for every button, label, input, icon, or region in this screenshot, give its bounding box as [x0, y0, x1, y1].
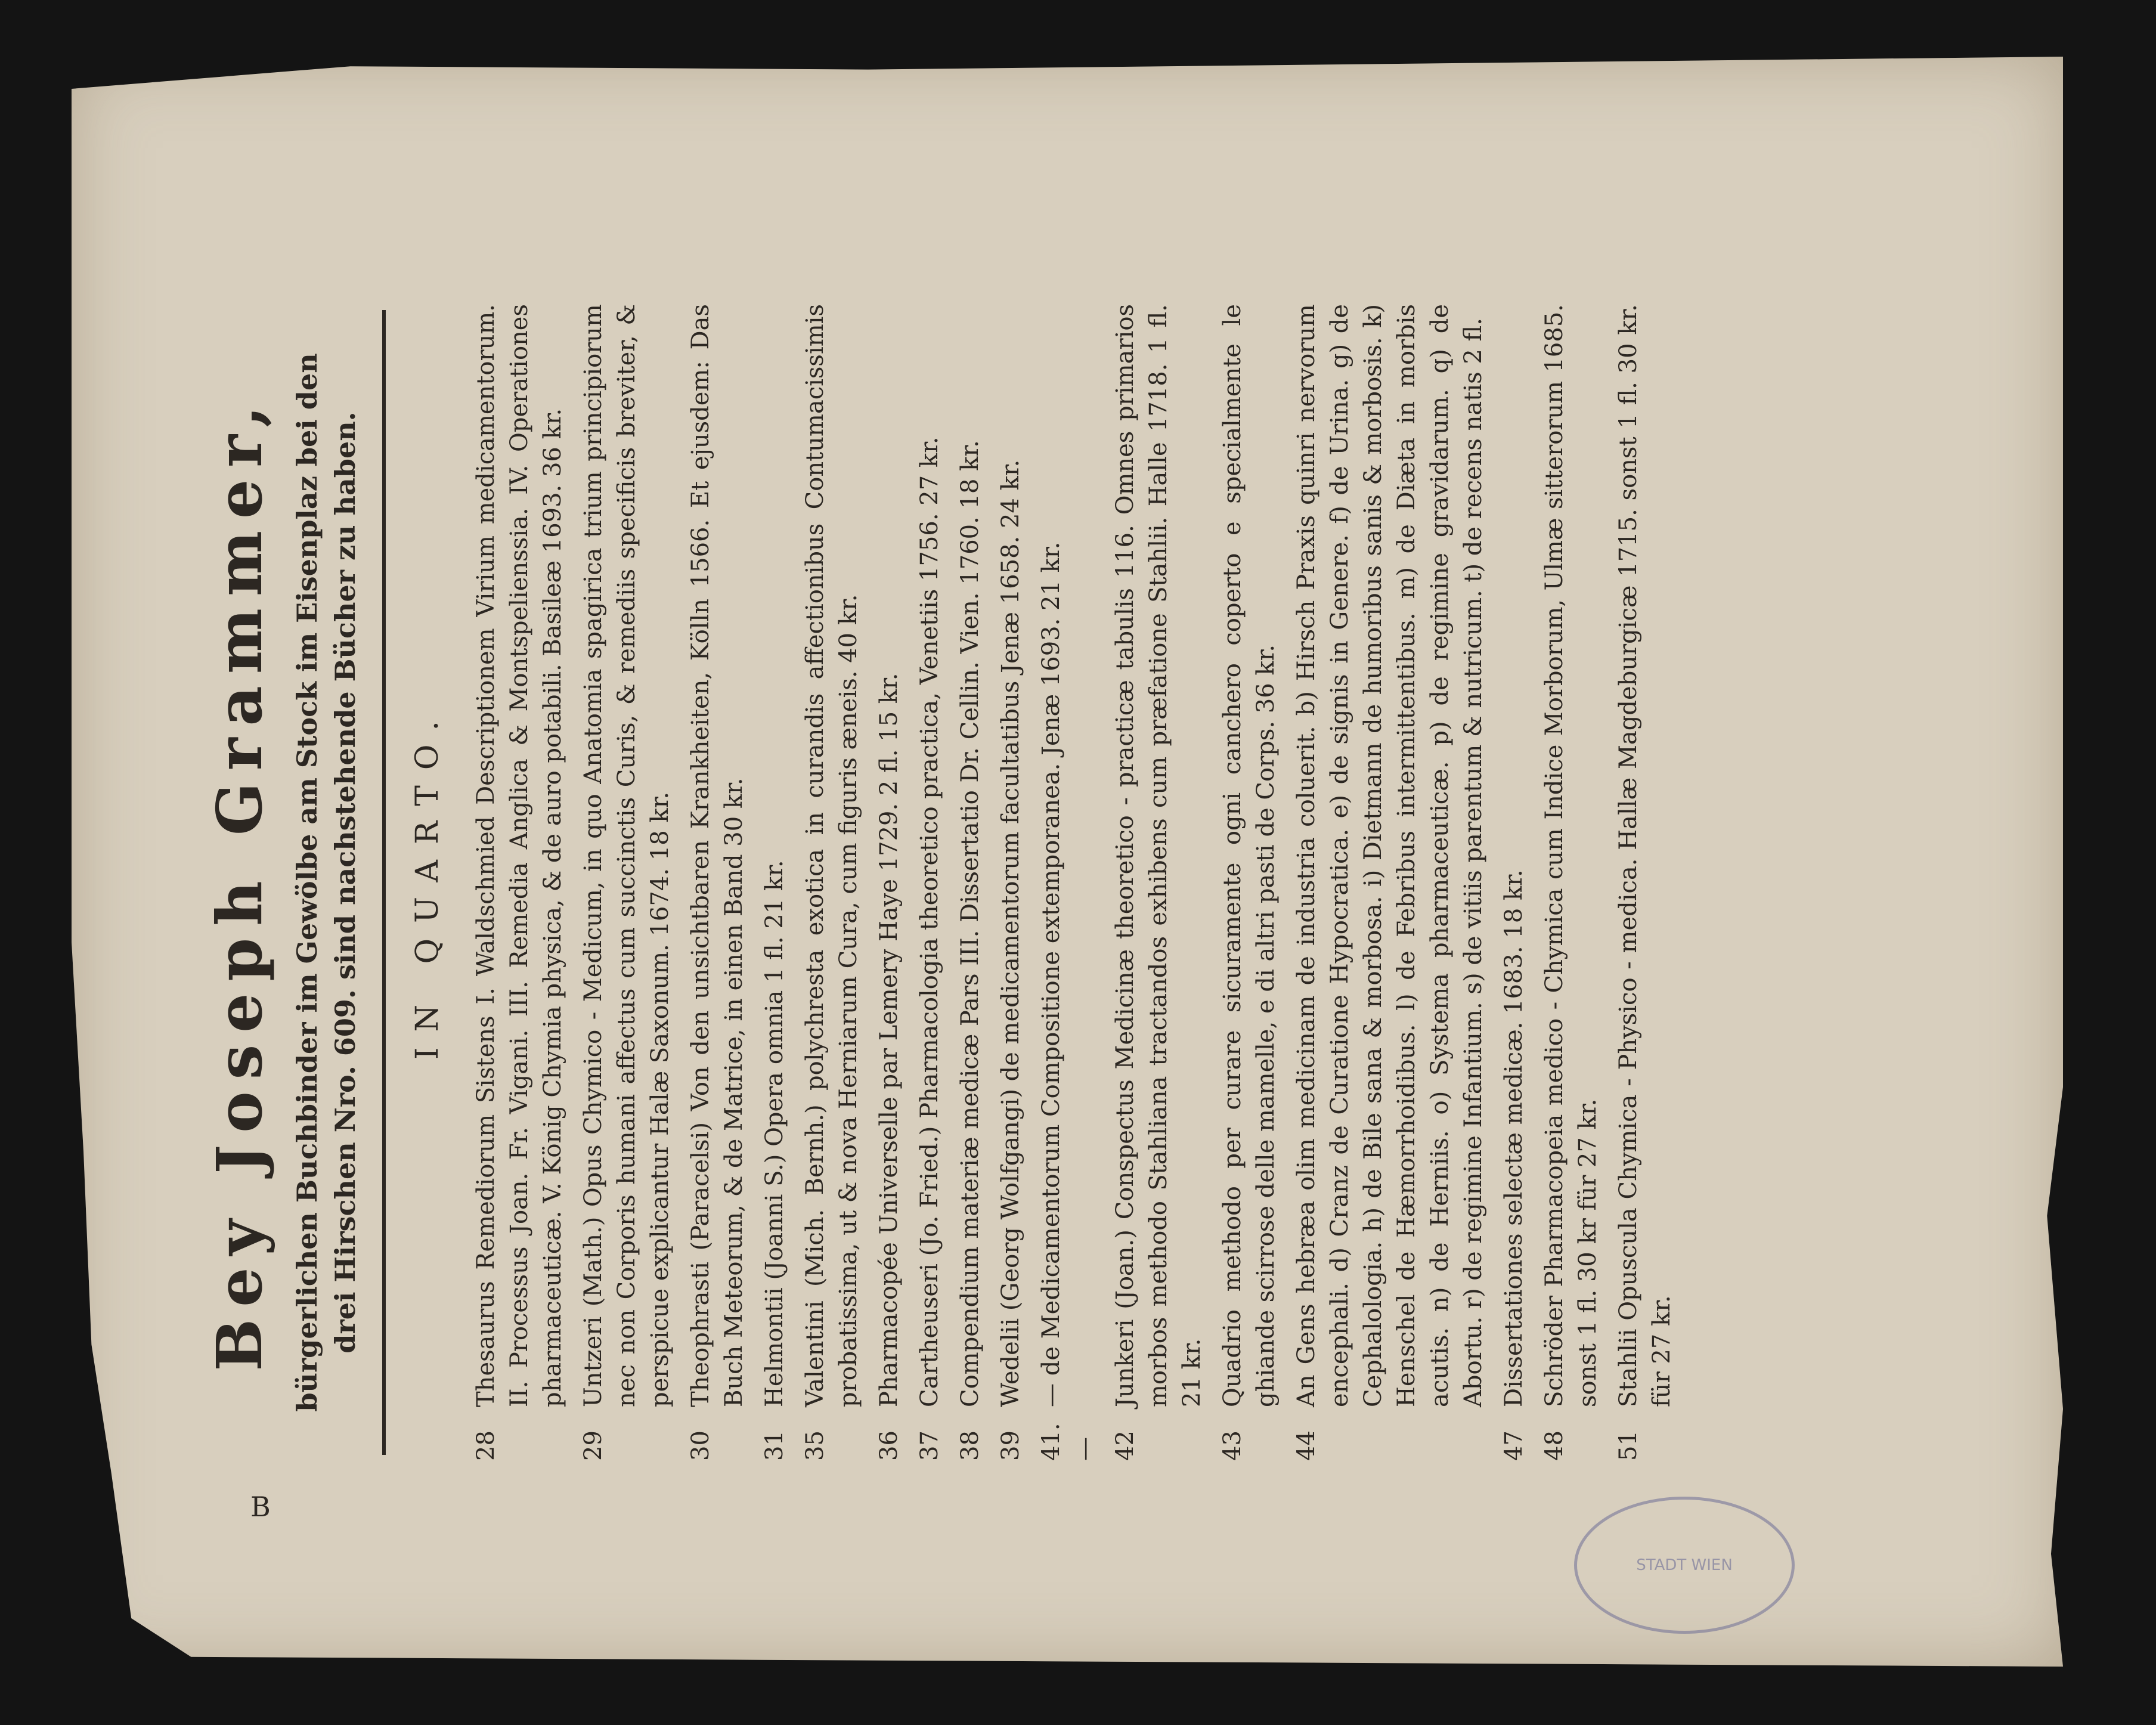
entry-number: 47 [1500, 1430, 1528, 1461]
list-item [469, 304, 569, 1461]
entry-number: 39 [997, 1430, 1024, 1461]
entry-text: Theophrasti (Paracelsi) Von den unsichtbaren Krankheiten, Kölln 1566. Et ejusdem: Das Buch Meteorum, & de Matrice, in einen Band 30 kr. [687, 304, 748, 1407]
divider [382, 310, 386, 1455]
rotated-text-block [179, 286, 1848, 1479]
list-item [684, 304, 751, 1461]
list-item [1034, 304, 1101, 1461]
entry-text: An Gens hebræa olim medicinam de industria coluerit. b) Hirsch Praxis quinri nervorum encephali. d) Cranz de Curatione Hypocratica. e) de signis in Genere. f) de Urina. g) de Cephalologia. h) de Bile sana & morbosa. i) Dietmann de humoribus sanis & morbosis. k) Henschel de Hæmorrhoidibus. l) de Febribus intermittentibus. m) de Diæta in morbis acutis. n) de Herniis. o) Systema pharmaceuticæ. p) de regimine gravidarum. q) de Abortu. r) de regimine Infantium. s) de vitiis parentum & nutricum. t) de recens natis 2 fl. [1293, 304, 1487, 1407]
entry-text: Untzeri (Math.) Opus Chymico - Medicum, in quo Anatomia spagirica trium principiorum nec non Corporis humani affectus cum succinctis Curis, & remediis specificis breviter, & perspicue explicantur Halæ Saxonum. 1674. 18 kr. [580, 304, 674, 1407]
entry-text: — de Medicamentorum Compositione extemporanea. Jenæ 1693. 21 kr. [1037, 541, 1065, 1407]
entry-number: 36 [875, 1430, 903, 1461]
list-item [1497, 304, 1531, 1461]
list-item [1108, 304, 1209, 1461]
subtitle [288, 286, 364, 1479]
entry-number: 43 [1219, 1430, 1246, 1461]
signature-mark: B [250, 1491, 271, 1523]
entry-text: Helmontii (Joanni S.) Opera omnia 1 fl. 21 kr. [761, 860, 788, 1407]
library-stamp [1574, 1497, 1795, 1634]
list-item [1290, 304, 1490, 1461]
entry-number: 29 [580, 1430, 607, 1461]
entry-number: 42 [1111, 1430, 1139, 1461]
entry-number: 44 [1293, 1430, 1320, 1461]
entry-text: Dissertationes selectæ medicæ. 1683. 18 kr. [1500, 869, 1528, 1407]
header [203, 286, 386, 1479]
entry-text: Junkeri (Joan.) Conspectus Medicinæ theoretico - practicæ tabulis 116. Omnes primarios morbos methodo Stahliana tractandos exhibens cum præfatione Stahlii. Halle 1718. 1 fl. 21 kr. [1111, 304, 1206, 1407]
entry-text: Wedelii (Georg Wolfgangi) de medicamentorum facultatibus Jenæ 1658. 24 kr. [997, 459, 1024, 1407]
entry-number: 37 [916, 1430, 943, 1461]
list-item [994, 304, 1027, 1461]
subtitle-line-2: drei Hirschen Nro. 609. sind nachstehende Bücher zu haben. [329, 411, 361, 1354]
list-item [1216, 304, 1283, 1461]
list-item [798, 304, 865, 1461]
entry-number: 51 [1615, 1430, 1642, 1461]
list-item [1612, 304, 1678, 1461]
subtitle-line-1: bürgerlichen Buchbinder im Gewölbe am Stock im Eisenplaz bei den [291, 353, 323, 1412]
list-item [953, 304, 987, 1461]
entry-number: 31 [761, 1430, 788, 1461]
stamp-text: STADT WIEN [1636, 1556, 1733, 1574]
entry-text: Stahlii Opuscula Chymica - Physico - medica. Hallæ Magdeburgicæ 1715. sonst 1 fl. 30 kr. für 27 kr. [1615, 304, 1675, 1407]
entry-text: Cartheuseri (Jo. Fried.) Pharmacologia theoretico practica, Venetiis 1756. 27 kr. [916, 436, 943, 1407]
page-title: Bey Joseph Grammer, [203, 394, 276, 1371]
entry-text: Valentini (Mich. Bernh.) polychresta exotica in curandis affectionibus Contumacissimis probatissima, ut & nova Herniarum Cura, cum figuris æneis. 40 kr. [801, 304, 862, 1407]
entry-number: 28 [472, 1430, 500, 1461]
entry-number: 35 [801, 1430, 829, 1461]
list-item [758, 304, 791, 1461]
entry-number: 38 [956, 1430, 984, 1461]
entry-number: 30 [687, 1430, 714, 1461]
entry-text: Compendium materiæ medicæ Pars III. Dissertatio Dr. Cellin. Vien. 1760. 18 kr. [956, 440, 984, 1407]
entry-text: Thesaurus Remediorum Sistens I. Waldschmied Descriptionem Virium medicamentorum. II. Processus Joan. Fr. Vigani. III. Remedia Anglica & Montspelienssia. IV. Operationes pharmaceuticæ. V. König Chymia physica, & de auro potabili. Basileæ 1693. 36 kr. [472, 304, 566, 1407]
entry-number: 41. — [1037, 1423, 1098, 1461]
entry-number: 48 [1541, 1430, 1568, 1461]
entry-list [469, 304, 1678, 1461]
entry-text: Schröder Pharmacopeia medico - Chymica cum Indice Morborum, Ulmæ sitterorum 1685. sonst 1 fl. 30 kr für 27 kr. [1541, 304, 1601, 1407]
entry-text: Pharmacopée Universelle par Lemery Haye 1729. 2 fl. 15 kr. [875, 673, 903, 1407]
entry-text: Quadrio methodo per curare sicuramente ogni canchero coperto e specialmente le ghiande scirrose delle mamelle, e di altri pasti de Corps. 36 kr. [1219, 304, 1280, 1407]
list-item [872, 304, 906, 1461]
list-item [577, 304, 677, 1461]
list-item [913, 304, 946, 1461]
section-heading: IN QUARTO. [410, 705, 445, 1060]
list-item [1538, 304, 1604, 1461]
